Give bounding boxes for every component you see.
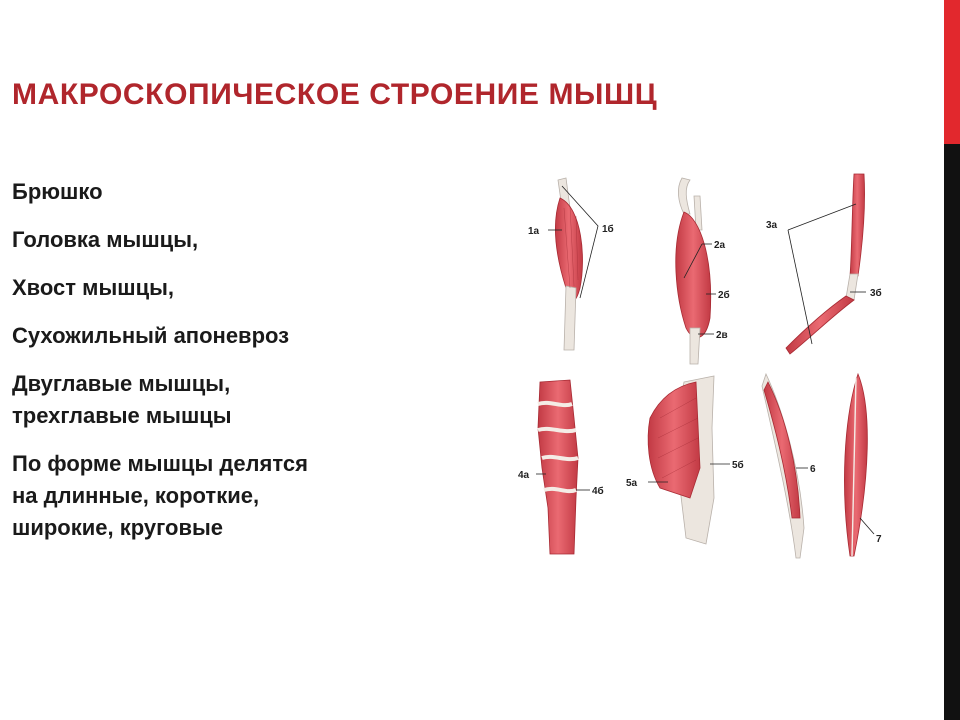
two-headed-muscle [676,178,716,364]
bullet-line: Сухожильный апоневроз [12,323,290,348]
unipennate-muscle [762,374,808,558]
bullet-line: Головка мышцы, [12,227,199,252]
bullet-line: Брюшко [12,179,103,204]
bullet-line: Хвост мышцы, [12,275,175,300]
label-3b: 3б [870,288,882,299]
label-4a: 4а [518,470,530,481]
bullet-line: Двуглавые мышцы, [12,371,231,396]
bullet-item [12,272,462,304]
side-bar [944,144,960,720]
label-1a: 1а [528,226,540,237]
bullet-item [12,224,462,256]
label-2b: 2б [718,290,730,301]
label-2v: 2в [716,330,728,341]
label-2a: 2а [714,240,726,251]
digastric-muscle [786,174,866,354]
bullet-item [12,368,462,432]
broad-muscle [648,376,730,544]
bullet-item [12,448,462,544]
accent-bar [944,0,960,144]
bullet-line: По форме мышцы делятся [12,451,308,476]
bullet-line: трехглавые мышцы [12,403,232,428]
label-5b: 5б [732,460,744,471]
slide-title: МАКРОСКОПИЧЕСКОЕ СТРОЕНИЕ МЫШЦ [12,78,658,111]
fusiform-muscle [548,178,598,350]
segmented-muscle [536,380,590,554]
label-7: 7 [876,534,882,545]
bullet-list [12,176,462,560]
bipennate-muscle [844,374,874,556]
bullet-line: на длинные, короткие, [12,483,260,508]
label-3a: 3а [766,220,778,231]
bullet-line: широкие, круговые [12,515,223,540]
label-5a: 5а [626,478,638,489]
label-1b: 1б [602,224,614,235]
label-6: 6 [810,464,816,475]
bullet-item [12,320,462,352]
muscle-shapes-figure [500,168,900,568]
bullet-item [12,176,462,208]
label-4b: 4б [592,486,604,497]
